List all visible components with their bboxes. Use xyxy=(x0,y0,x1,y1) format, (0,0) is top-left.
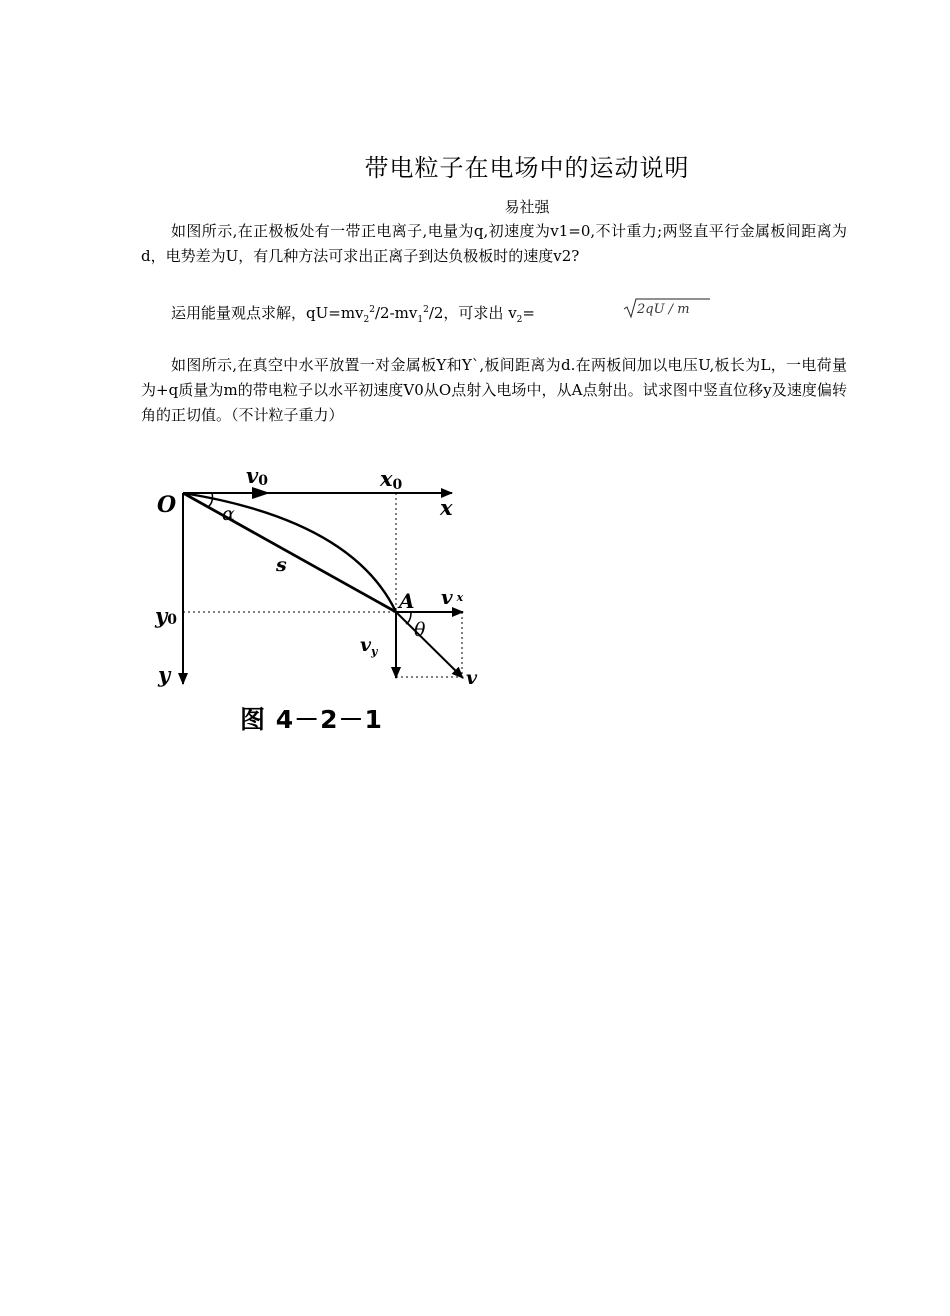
alpha-arc xyxy=(208,493,213,507)
label-s: s xyxy=(276,554,287,576)
paragraph-1: 如图所示,在正极板处有一带正电离子,电量为q,初速度为v1=0,不计重力;两竖直平行金属板间距离为d，电势差为U，有几种方法可求出正离子到达负极板时的速度v2? xyxy=(141,222,847,265)
p2-suffix: /2，可求出 v xyxy=(428,304,517,322)
author-name: 易社强 xyxy=(504,198,550,216)
document-title: 带电粒子在电场中的运动说明 xyxy=(364,154,690,182)
label-A: A xyxy=(399,589,415,613)
p2-mid: /2-mv xyxy=(374,304,418,322)
label-y: y xyxy=(158,662,171,687)
label-v: v xyxy=(466,667,478,689)
figure-caption: 图 4－2－1 xyxy=(240,705,383,734)
label-vx: vx xyxy=(441,585,464,609)
p2-sub-2: 1 xyxy=(417,315,424,325)
paragraph-3: 如图所示,在真空中水平放置一对金属板Y和Y`,板间距离为d.在两板间加以电压U,板长为L，一电荷量为+q质量为m的带电粒子以水平初速度V0从O点射入电场中，从A点射出。试求图中竖直位移y及速度偏转角的正切值。（不计粒子重力） xyxy=(141,356,847,424)
label-alpha: α xyxy=(222,503,235,525)
v-arrow xyxy=(396,612,463,678)
displacement-line xyxy=(183,493,396,612)
sqrt-radicand: 2qU / m xyxy=(637,302,690,317)
p2-prefix: 运用能量观点求解，qU=mv xyxy=(171,304,364,322)
label-v0: v0 xyxy=(246,463,268,489)
label-theta: θ xyxy=(414,619,426,641)
p2-sup-1: 2 xyxy=(369,305,375,315)
p2-sub-3: 2 xyxy=(516,315,523,325)
p2-eq: = xyxy=(522,304,535,322)
p2-sub-1: 2 xyxy=(363,315,370,325)
p2-sup-2: 2 xyxy=(423,305,429,315)
label-O: O xyxy=(157,492,177,518)
label-x: x xyxy=(440,495,453,520)
sqrt-formula xyxy=(622,296,712,322)
label-vy: $v_y$ xyxy=(360,634,378,658)
paragraph-2 xyxy=(141,298,847,333)
label-y0: y0 xyxy=(155,603,177,628)
label-x0: x0 xyxy=(380,466,403,493)
